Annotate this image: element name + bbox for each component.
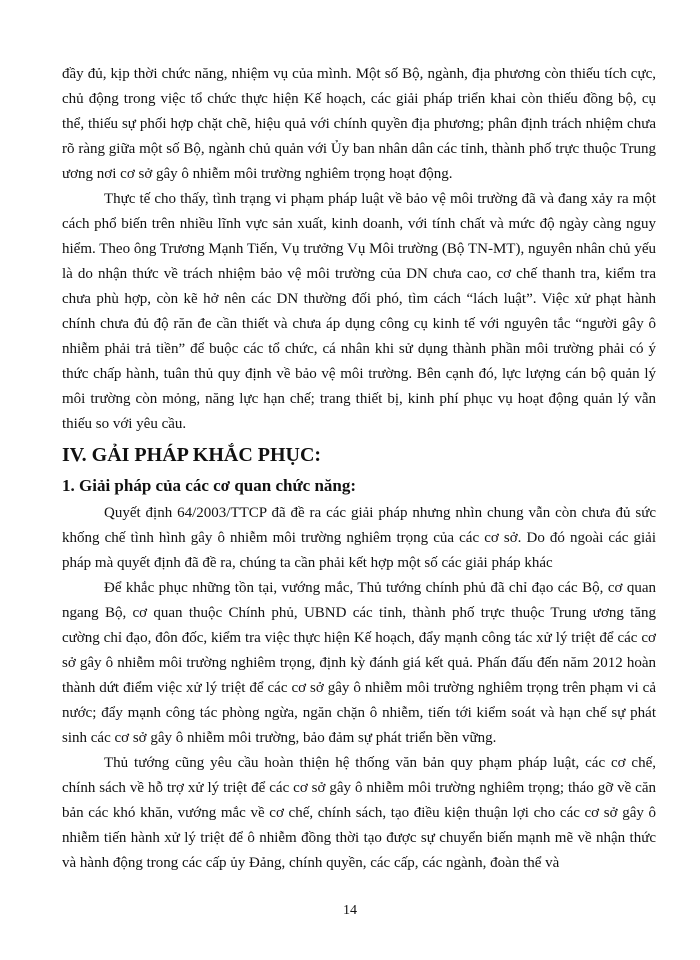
- paragraph-directives: Để khắc phục những tồn tại, vướng mắc, Thủ tướng chính phủ đã chỉ đạo các Bộ, cơ quan ngang Bộ, cơ quan thuộc Chính phủ, UBND các tỉnh, thành phố trực thuộc Trung ương tăng cường chỉ đạo, đôn đốc, kiểm tra việc thực hiện Kế hoạch, đẩy mạnh công tác xử lý triệt để các cơ sở gây ô nhiễm môi trường nghiêm trọng, định kỳ đánh giá kết quả. Phấn đấu đến năm 2012 hoàn thành dứt điểm việc xử lý triệt để các cơ sở gây ô nhiễm môi trường nghiêm trọng trên phạm vi cả nước; đẩy mạnh công tác phòng ngừa, ngăn chặn ô nhiễm, tiến tới kiểm soát và hạn chế sự phát sinh các cơ sở gây ô nhiễm môi trường, bảo đảm sự phát triển bền vững.: [62, 580, 656, 746]
- paragraph-continuation: đầy đủ, kịp thời chức năng, nhiệm vụ của mình. Một số Bộ, ngành, địa phương còn thiếu tích cực, chủ động trong việc tổ chức thực hiện Kế hoạch, các giải pháp triển khai còn thiếu đồng bộ, cụ thể, thiếu sự phối hợp chặt chẽ, hiệu quả với chính quyền địa phương; phân định trách nhiệm chưa rõ ràng giữa một số Bộ, ngành chủ quản với Ủy ban nhân dân các tỉnh, thành phố trực thuộc Trung ương nơi cơ sở gây ô nhiễm môi trường nghiêm trọng hoạt động.: [62, 66, 656, 182]
- document-page: [62, 62, 656, 876]
- paragraph-violations: Thực tế cho thấy, tình trạng vi phạm pháp luật về bảo vệ môi trường đã và đang xảy ra một cách phổ biến trên nhiều lĩnh vực sản xuất, kinh doanh, với tính chất và mức độ ngày càng nguy hiểm. Theo ông Trương Mạnh Tiến, Vụ trưởng Vụ Môi trường (Bộ TN-MT), nguyên nhân chủ yếu là do nhận thức về trách nhiệm bảo vệ môi trường của DN chưa cao, cơ chế thanh tra, kiểm tra chưa phù hợp, còn kẽ hở nên các DN thường đối phó, tìm cách “lách luật”. Việc xử phạt hành chính chưa đủ độ răn đe cần thiết và chưa áp dụng công cụ kinh tế với nguyên tắc “người gây ô nhiễm phải trả tiền” để buộc các tổ chức, cá nhân khi sử dụng thành phần môi trường phải có ý thức chấp hành, tuân thủ quy định về bảo vệ môi trường. Bên cạnh đó, lực lượng cán bộ quản lý môi trường còn mỏng, năng lực hạn chế; trang thiết bị, kinh phí phục vụ hoạt động quản lý vẫn thiếu so với yêu cầu.: [62, 191, 656, 432]
- subsection-heading: 1. Giải pháp của các cơ quan chức năng:: [62, 476, 357, 495]
- paragraph-decision: Quyết định 64/2003/TTCP đã đề ra các giải pháp nhưng nhìn chung vẫn còn chưa đủ sức khống chế tình hình gây ô nhiễm môi trường nghiêm trọng của các cơ sở. Do đó ngoài các giải pháp mà quyết định đã đề ra, chúng ta cần phải kết hợp một số các giải pháp khác: [62, 505, 656, 571]
- section-heading: IV. GẢI PHÁP KHẮC PHỤC:: [62, 444, 322, 466]
- page-number: 14: [343, 903, 357, 918]
- paragraph-requirements: Thủ tướng cũng yêu cầu hoàn thiện hệ thống văn bản quy phạm pháp luật, các cơ chế, chính sách về hỗ trợ xử lý triệt để các cơ sở gây ô nhiễm môi trường nghiêm trọng; tháo gỡ về căn bản các khó khăn, vướng mắc về cơ chế, chính sách, tạo điều kiện thuận lợi cho các cơ sở gây ô nhiễm tiến hành xử lý triệt để ô nhiễm đồng thời tạo được sự chuyển biến mạnh mẽ về nhận thức và hành động trong các cấp ủy Đảng, chính quyền, các cấp, các ngành, đoàn thể và: [62, 755, 656, 871]
